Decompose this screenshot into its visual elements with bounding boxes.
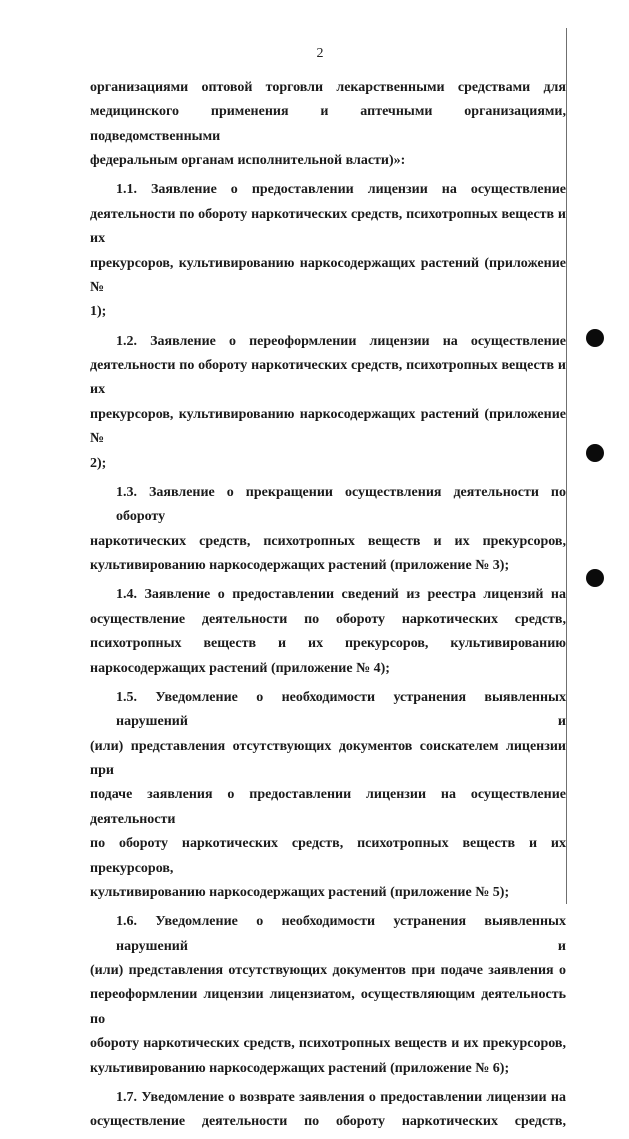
text-line: 1.3. Заявление о прекращении осуществления деятельности по обороту (116, 484, 566, 525)
paragraph-p1-3 (90, 481, 566, 579)
text-line: 2); (90, 455, 107, 471)
text-line: переоформлении лицензии лицензиатом, осуществляющим деятельность по (90, 987, 566, 1027)
text-line: 1.5. Уведомление о необходимости устранения выявленных нарушений и (116, 689, 566, 730)
paragraph-p1-2 (90, 330, 566, 476)
text-line: психотропных веществ и их прекурсоров, культивированию (90, 636, 566, 652)
text-line: наркотических средств, психотропных веществ и их прекурсоров, (90, 533, 566, 549)
text-line: 1.1. Заявление о предоставлении лицензии на осуществление (116, 182, 566, 198)
text-line: 1); (90, 304, 107, 320)
page-number: 2 (316, 46, 324, 61)
text-line: федеральным органам исполнительной власти)»: (90, 153, 406, 169)
text-line: культивированию наркосодержащих растений (приложение № 5); (90, 884, 510, 900)
punch-hole (586, 569, 604, 587)
text-line: 1.6. Уведомление о необходимости устранения выявленных нарушений и (116, 914, 566, 954)
punch-hole (586, 329, 604, 347)
paragraph-p1-1 (90, 178, 566, 324)
text-line: 1.2. Заявление о переоформлении лицензии на осуществление (116, 333, 566, 349)
text-line: подаче заявления о предоставлении лицензии на осуществление деятельности (90, 787, 566, 827)
text-line: (или) представления отсутствующих документов при подаче заявления о (90, 963, 566, 978)
text-line: (или) представления отсутствующих документов соискателем лицензии при (90, 738, 566, 778)
text-line: осуществление деятельности по обороту наркотических средств, (90, 1114, 566, 1130)
text-line: обороту наркотических средств, психотропных веществ и их прекурсоров, (90, 1036, 566, 1052)
text-line: культивированию наркосодержащих растений (приложение № 3); (90, 558, 510, 574)
scan-edge-line (566, 28, 567, 904)
text-line: прекурсоров, культивированию наркосодержащих растений (приложение № (90, 406, 566, 447)
text-line: организациями оптовой торговли лекарственными средствами для (90, 80, 566, 95)
text-line: по обороту наркотических средств, психотропных веществ и их прекурсоров, (90, 836, 566, 876)
paragraph-p1-6 (90, 910, 566, 1081)
text-line: наркосодержащих растений (приложение № 4); (90, 660, 390, 676)
text-line: осуществление деятельности по обороту наркотических средств, (90, 611, 566, 627)
paragraph-p1-7 (90, 1086, 566, 1135)
text-line: 1.7. Уведомление о возврате заявления о предоставлении лицензии на (116, 1089, 566, 1105)
text-line: 1.4. Заявление о предоставлении сведений из реестра лицензий на (116, 587, 566, 603)
paragraph-intro (90, 76, 566, 174)
text-line: деятельности по обороту наркотических средств, психотропных веществ и их (90, 358, 566, 398)
punch-hole (586, 444, 604, 462)
text-line: деятельности по обороту наркотических средств, психотропных веществ и их (90, 206, 566, 247)
text-line: культивированию наркосодержащих растений (приложение № 6); (90, 1060, 510, 1076)
text-line: прекурсоров, культивированию наркосодержащих растений (приложение № (90, 255, 566, 296)
document-body (90, 76, 566, 1139)
text-line: медицинского применения и аптечными организациями, подведомственными (90, 104, 566, 144)
paragraph-p1-5 (90, 686, 566, 906)
paragraph-p1-4 (90, 583, 566, 681)
